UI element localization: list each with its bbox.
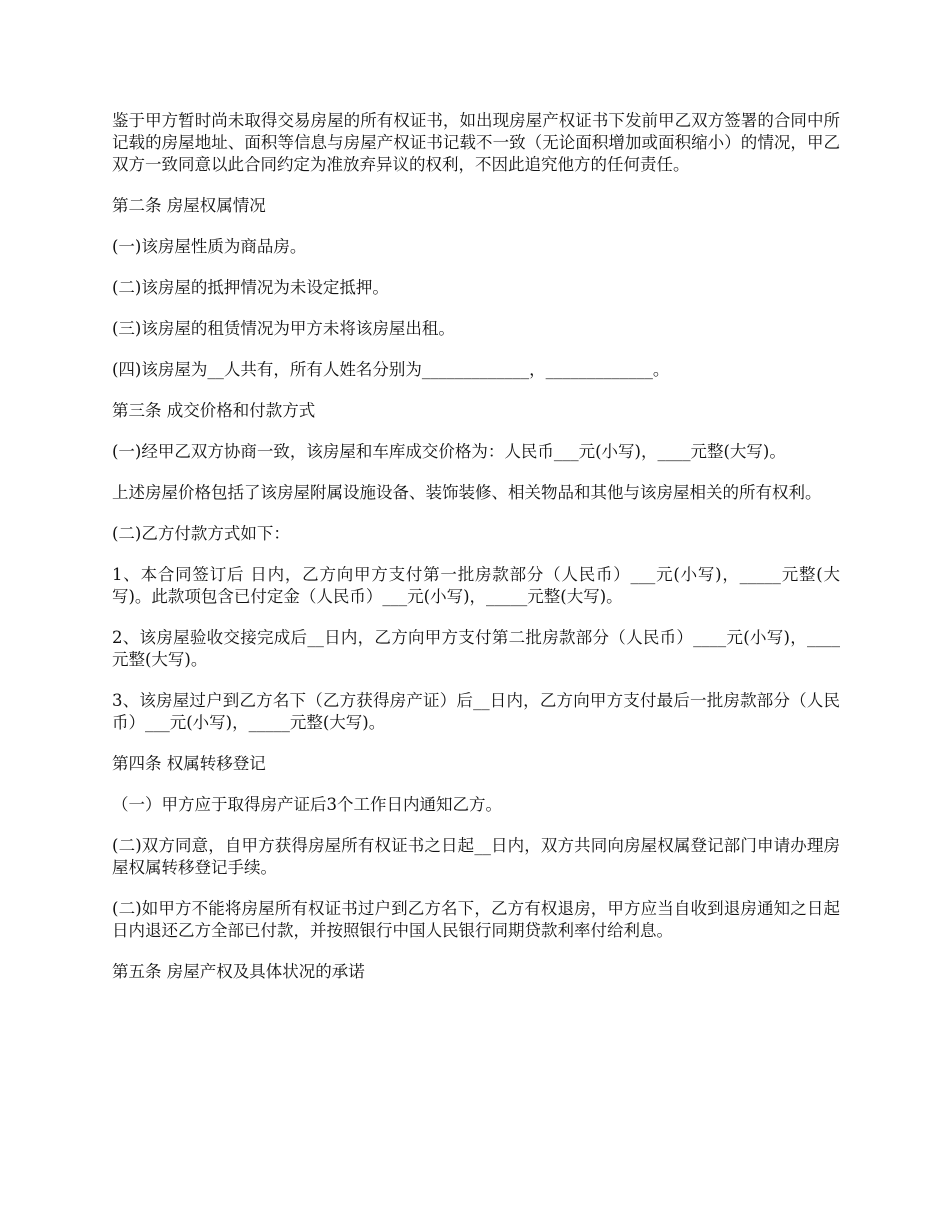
heading-article-4: 第四条 权属转移登记 [112, 754, 266, 773]
paragraph-2-4: (四)该房屋为__人共有，所有人姓名分别为_____________，_____________。 [112, 360, 670, 379]
paragraph-2-1: (一)该房屋性质为商品房。 [112, 237, 307, 256]
heading-article-3: 第三条 成交价格和付款方式 [112, 401, 316, 420]
paragraph-3-2: (二)乙方付款方式如下： [112, 524, 290, 543]
paragraph-3-payment-2: 2、该房屋验收交接完成后__日内，乙方向甲方支付第二批房款部分（人民币）____元(小写)，____元整(大写)。 [112, 628, 840, 669]
paragraph-2-3: (三)该房屋的租赁情况为甲方未将该房屋出租。 [112, 319, 455, 338]
document-body [112, 110, 840, 1002]
paragraph-preamble: 鉴于甲方暂时尚未取得交易房屋的所有权证书，如出现房屋产权证书下发前甲乙双方签署的合同中所记载的房屋地址、面积等信息与房屋产权证书记载不一致（无论面积增加或面积缩小）的情况，甲乙双方一致同意以此合同约定为准放弃异议的权利，不因此追究他方的任何责任。 [112, 111, 840, 174]
paragraph-4-1: （一）甲方应于取得房产证后3个工作日内通知乙方。 [112, 795, 502, 814]
paragraph-3-payment-3: 3、该房屋过户到乙方名下（乙方获得房产证）后__日内，乙方向甲方支付最后一批房款部分（人民币）___元(小写)，_____元整(大写)。 [112, 691, 840, 732]
paragraph-3-1: (一)经甲乙双方协商一致，该房屋和车库成交价格为：人民币___元(小写)，____元整(大写)。 [112, 442, 786, 461]
paragraph-4-2: (二)双方同意，自甲方获得房屋所有权证书之日起__日内，双方共同向房屋权属登记部门申请办理房屋权属转移登记手续。 [112, 836, 840, 877]
paragraph-2-2: (二)该房屋的抵押情况为未设定抵押。 [112, 278, 389, 297]
heading-article-5: 第五条 房屋产权及具体状况的承诺 [112, 962, 365, 981]
paragraph-3-price-scope: 上述房屋价格包括了该房屋附属设施设备、装饰装修、相关物品和其他与该房屋相关的所有权利。 [112, 483, 822, 502]
paragraph-3-payment-1: 1、本合同签订后 日内，乙方向甲方支付第一批房款部分（人民币）___元(小写)，_____元整(大写)。此款项包含已付定金（人民币）___元(小写)，_____元整(大写)。 [112, 565, 840, 606]
heading-article-2: 第二条 房屋权属情况 [112, 196, 266, 215]
paragraph-4-3: (二)如甲方不能将房屋所有权证书过户到乙方名下，乙方有权退房，甲方应当自收到退房通知之日起 日内退还乙方全部已付款，并按照银行中国人民银行同期贷款利率付给利息。 [112, 899, 840, 940]
